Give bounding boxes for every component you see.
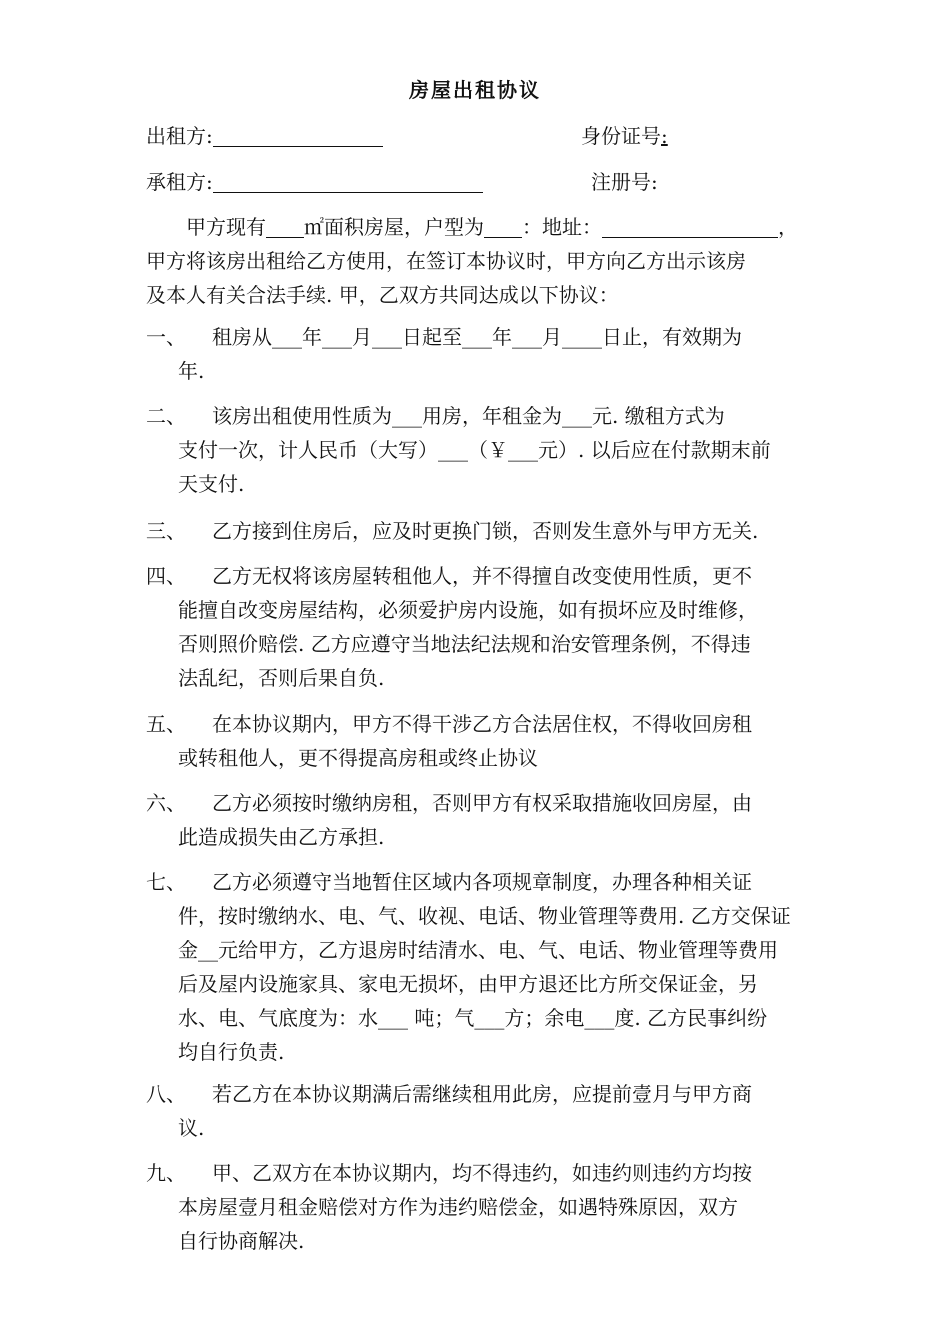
intro-line-3: 及本人有关合法手续. 甲，乙双方共同达成以下协议： bbox=[146, 283, 619, 307]
lessee-row bbox=[146, 166, 483, 195]
clause-number: 八、 bbox=[146, 1082, 186, 1106]
clause-line bbox=[146, 865, 826, 899]
clause-9 bbox=[146, 1156, 826, 1258]
clause-text: 乙方必须按时缴纳房租，否则甲方有权采取措施收回房屋，由 bbox=[212, 791, 752, 815]
clause-line bbox=[146, 707, 826, 741]
intro-line-1: 甲方现有 ㎡面积房屋，户型为 ：地址： ， bbox=[186, 215, 798, 239]
clause-line: 金__元给甲方，乙方退房时结清水、电、气、电话、物业管理等费用 bbox=[178, 938, 778, 962]
reg-label: 注册号: bbox=[591, 170, 658, 194]
clause-line bbox=[146, 786, 826, 820]
clause-text: 在本协议期内，甲方不得干涉乙方合法居住权，不得收回房租 bbox=[212, 712, 752, 736]
clause-text: 租房从___年___月___日起至___年___月____日止，有效期为 bbox=[212, 325, 742, 349]
clause-number: 三、 bbox=[146, 519, 186, 543]
clause-line: 本房屋壹月租金赔偿对方作为违约赔偿金，如遇特殊原因，双方 bbox=[178, 1195, 738, 1219]
lessor-row bbox=[146, 120, 383, 149]
clause-line bbox=[146, 1077, 826, 1111]
clause-line: 法乱纪，否则后果自负. bbox=[178, 666, 385, 690]
clause-line: 议. bbox=[178, 1116, 205, 1140]
clause-line bbox=[146, 1156, 826, 1190]
lessor-label: 出租方: bbox=[146, 124, 213, 148]
clause-3 bbox=[146, 514, 826, 548]
clause-1 bbox=[146, 320, 826, 388]
intro-line-2: 甲方将该房出租给乙方使用，在签订本协议时，甲方向乙方出示该房 bbox=[146, 249, 746, 273]
id-row bbox=[581, 120, 668, 149]
clause-text: 乙方必须遵守当地暂住区域内各项规章制度，办理各种相关证 bbox=[212, 870, 752, 894]
clause-line bbox=[146, 559, 826, 593]
clause-line: 件，按时缴纳水、电、气、收视、电话、物业管理等费用. 乙方交保证 bbox=[178, 904, 791, 928]
area-blank[interactable] bbox=[266, 215, 304, 238]
clause-5 bbox=[146, 707, 826, 775]
clause-text: 若乙方在本协议期满后需继续租用此房，应提前壹月与甲方商 bbox=[212, 1082, 752, 1106]
clause-line bbox=[146, 320, 826, 354]
clause-line: 水、电、气底度为：水___ 吨；气___方；余电___度. 乙方民事纠纷 bbox=[178, 1006, 768, 1030]
lessee-blank[interactable] bbox=[213, 170, 483, 193]
clause-line: 否则照价赔偿. 乙方应遵守当地法纪法规和治安管理条例，不得违 bbox=[178, 632, 751, 656]
clause-line: 自行协商解决. bbox=[178, 1229, 305, 1253]
clause-number: 九、 bbox=[146, 1161, 186, 1185]
clause-text: 乙方接到住房后，应及时更换门锁，否则发生意外与甲方无关. bbox=[212, 519, 759, 543]
clause-text: 乙方无权将该房屋转租他人，并不得擅自改变使用性质，更不 bbox=[212, 564, 752, 588]
id-colon: : bbox=[661, 124, 668, 148]
clause-line: 能擅自改变房屋结构，必须爱护房内设施，如有损坏应及时维修， bbox=[178, 598, 758, 622]
id-label: 身份证号 bbox=[581, 124, 661, 148]
layout-blank[interactable] bbox=[484, 215, 522, 238]
clause-line: 后及屋内设施家具、家电无损坏，由甲方退还比方所交保证金，另 bbox=[178, 972, 758, 996]
clause-number: 四、 bbox=[146, 564, 186, 588]
reg-row bbox=[591, 166, 658, 195]
clause-line bbox=[146, 514, 826, 548]
clause-line: 天支付. bbox=[178, 472, 245, 496]
clause-8 bbox=[146, 1077, 826, 1145]
clause-line: 均自行负责. bbox=[178, 1040, 285, 1064]
intro-paragraph bbox=[146, 210, 816, 312]
clause-line: 此造成损失由乙方承担. bbox=[178, 825, 385, 849]
clause-number: 五、 bbox=[146, 712, 186, 736]
clause-text: 甲、乙双方在本协议期内，均不得违约，如违约则违约方均按 bbox=[212, 1161, 752, 1185]
clause-line: 或转租他人，更不得提高房租或终止协议 bbox=[178, 746, 538, 770]
clause-number: 二、 bbox=[146, 404, 186, 428]
document-title: 房屋出租协议 bbox=[409, 78, 541, 102]
lessee-label: 承租方: bbox=[146, 170, 213, 194]
clause-number: 七、 bbox=[146, 870, 186, 894]
clause-line: 支付一次，计人民币（大写）___（￥___元）. 以后应在付款期末前 bbox=[178, 438, 771, 462]
clause-line bbox=[146, 399, 826, 433]
address-blank[interactable] bbox=[602, 215, 778, 238]
clause-number: 六、 bbox=[146, 791, 186, 815]
clause-line: 年. bbox=[178, 359, 205, 383]
clause-7 bbox=[146, 865, 826, 1069]
clause-text: 该房出租使用性质为___用房，年租金为___元. 缴租方式为 bbox=[212, 404, 725, 428]
clause-4 bbox=[146, 559, 826, 695]
lessor-blank[interactable] bbox=[213, 124, 383, 147]
clause-2 bbox=[146, 399, 826, 501]
clause-6 bbox=[146, 786, 826, 854]
clause-number: 一、 bbox=[146, 325, 186, 349]
